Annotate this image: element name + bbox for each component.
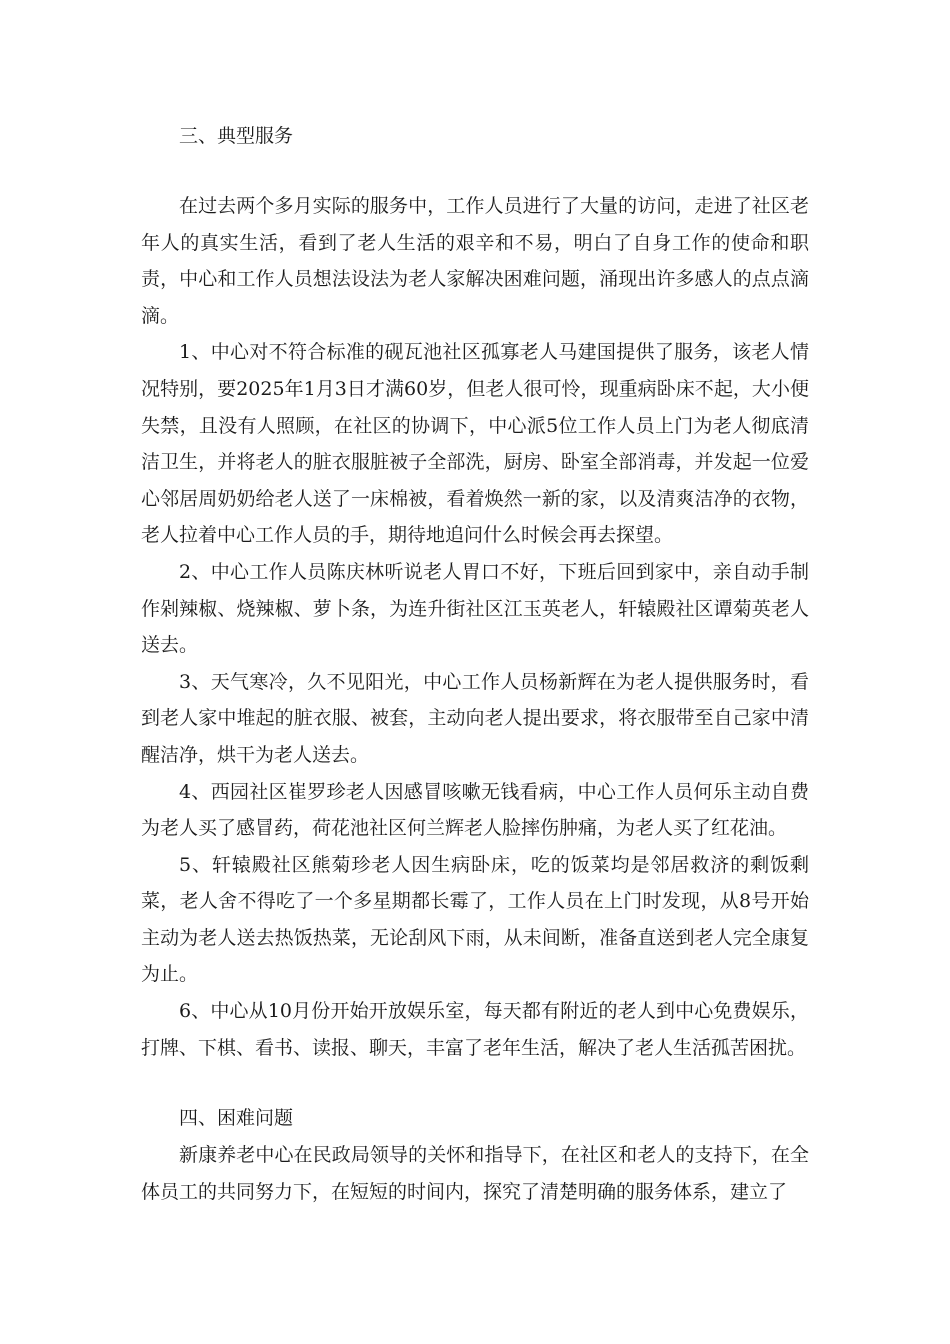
paragraph-difficulties-1: 新康养老中心在民政局领导的关怀和指导下，在社区和老人的支持下，在全体员工的共同努力下，在短短的时间内，探究了清楚明确的服务体系，建立了 (141, 1144, 809, 1203)
section-heading-difficulties: 四、困难问题 (179, 1107, 294, 1129)
paragraph-item-4: 4、西园社区崔罗珍老人因感冒咳嗽无钱看病，中心工作人员何乐主动自费为老人买了感冒药，荷花池社区何兰辉老人脸摔伤肿痛，为老人买了红花油。 (141, 780, 809, 840)
paragraph-item-6: 6、中心从10月份开始开放娱乐室，每天都有附近的老人到中心免费娱乐，打牌、下棋、看书、读报、聊天，丰富了老年生活，解决了老人生活孤苦困扰。 (141, 1000, 809, 1059)
paragraph-item-5: 5、轩辕殿社区熊菊珍老人因生病卧床，吃的饭菜均是邻居救济的剩饭剩菜，老人舍不得吃了一个多星期都长霉了，工作人员在上门时发现，从8号开始主动为老人送去热饭热菜，无论刮风下雨，从未间断，准备直送到老人完全康复为止。 (141, 853, 809, 986)
paragraph-item-2: 2、中心工作人员陈庆林听说老人胃口不好，下班后回到家中，亲自动手制作剁辣椒、烧辣椒、萝卜条，为连升街社区江玉英老人，轩辕殿社区谭菊英老人送去。 (141, 560, 809, 657)
section-heading-typical-services: 三、典型服务 (179, 125, 294, 147)
paragraph-item-3: 3、天气寒冷，久不见阳光，中心工作人员杨新辉在为老人提供服务时，看到老人家中堆起的脏衣服、被套，主动向老人提出要求，将衣服带至自己家中清醒洁净，烘干为老人送去。 (141, 670, 809, 766)
section-body-difficulties (141, 1137, 809, 1210)
paragraph-item-1: 1、中心对不符合标准的砚瓦池社区孤寡老人马建国提供了服务，该老人情况特别，要2025年1月3日才满60岁，但老人很可怜，现重病卧床不起，大小便失禁，且没有人照顾，在社区的协调下，中心派5位工作人员上门为老人彻底清洁卫生，并将老人的脏衣服脏被子全部洗，厨房、卧室全部消毒，并发起一位爱心邻居周奶奶给老人送了一床棉被，看着焕然一新的家，以及清爽洁净的衣物，老人拉着中心工作人员的手，期待地追问什么时候会再去探望。 (141, 341, 809, 547)
paragraph-intro: 在过去两个多月实际的服务中，工作人员进行了大量的访问，走进了社区老年人的真实生活，看到了老人生活的艰辛和不易，明白了自身工作的使命和职责，中心和工作人员想法设法为老人家解决困难问题，涌现出许多感人的点点滴滴。 (141, 195, 809, 327)
section-body-typical-services (141, 188, 809, 1066)
